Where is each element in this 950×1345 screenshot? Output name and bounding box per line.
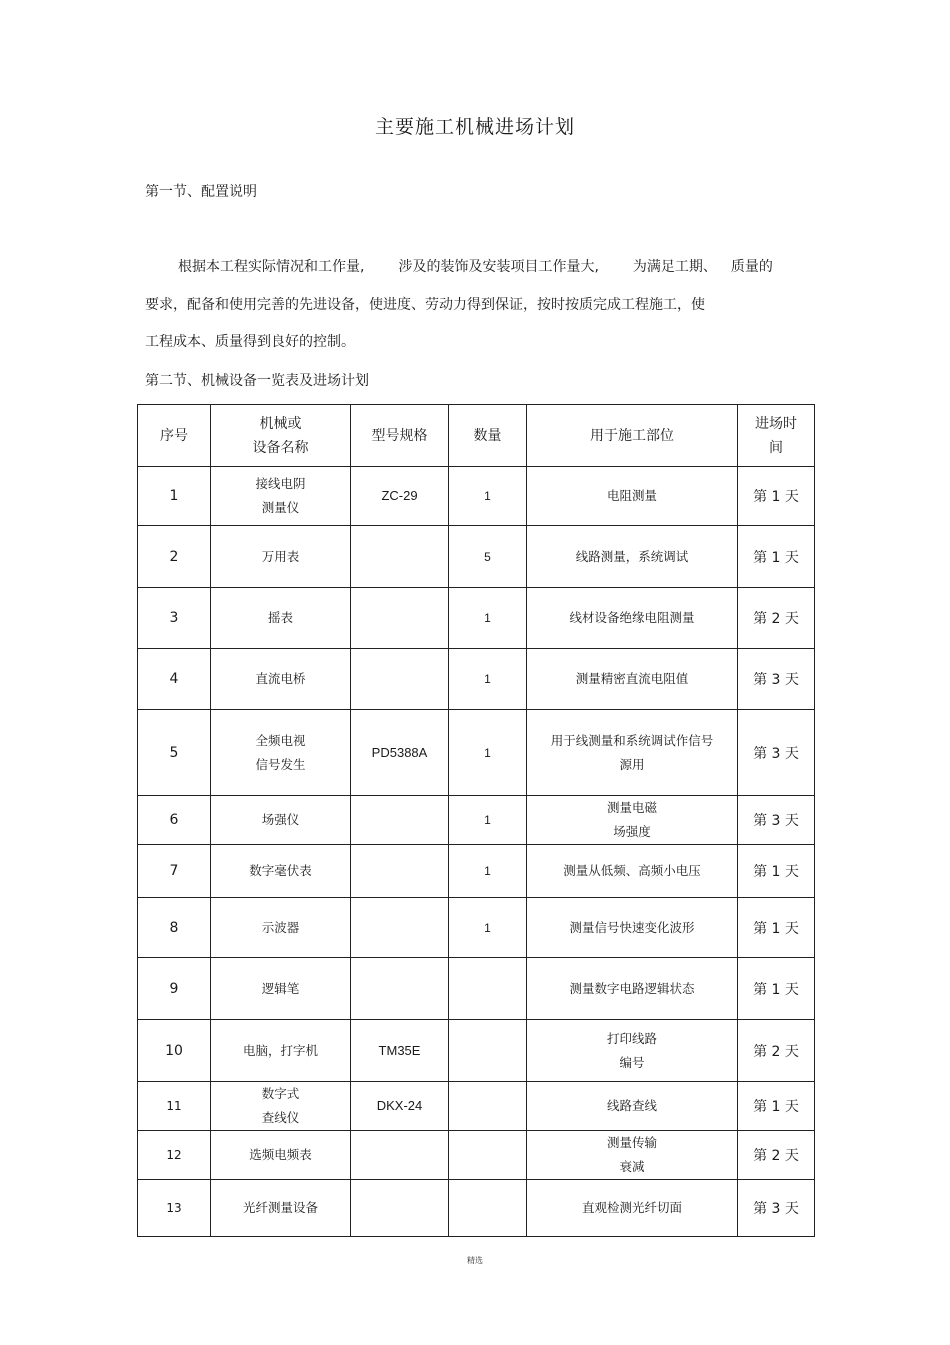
cell-day: 第 1 天 xyxy=(738,467,815,526)
cell-model xyxy=(351,588,449,649)
table-row xyxy=(138,845,815,898)
cell-model: TM35E xyxy=(351,1020,449,1082)
cell-qty xyxy=(449,1082,527,1131)
table-row xyxy=(138,710,815,796)
cell-model xyxy=(351,796,449,845)
section-heading-2: 第二节、机械设备一览表及进场计划 xyxy=(145,373,369,389)
cell-day: 第 2 天 xyxy=(738,588,815,649)
cell-use: 线路查线 xyxy=(527,1082,738,1131)
cell-num: 3 xyxy=(138,588,211,649)
cell-model xyxy=(351,898,449,958)
table-row xyxy=(138,649,815,710)
paragraph-text: 根据本工程实际情况和工作量, xyxy=(178,259,365,275)
cell-num: 13 xyxy=(138,1180,211,1237)
cell-model: ZC-29 xyxy=(351,467,449,526)
cell-day: 第 1 天 xyxy=(738,845,815,898)
cell-qty: 1 xyxy=(449,588,527,649)
cell-model xyxy=(351,526,449,588)
cell-qty: 1 xyxy=(449,710,527,796)
cell-qty: 1 xyxy=(449,845,527,898)
cell-num: 9 xyxy=(138,958,211,1020)
cell-name: 万用表 xyxy=(211,526,351,588)
cell-model xyxy=(351,845,449,898)
cell-qty: 1 xyxy=(449,898,527,958)
cell-day: 第 3 天 xyxy=(738,710,815,796)
cell-model xyxy=(351,1131,449,1180)
cell-use: 测量从低频、高频小电压 xyxy=(527,845,738,898)
header-day: 进场时 间 xyxy=(738,405,815,467)
cell-day: 第 2 天 xyxy=(738,1020,815,1082)
table-row xyxy=(138,796,815,845)
cell-day: 第 3 天 xyxy=(738,1180,815,1237)
cell-name: 光纤测量设备 xyxy=(211,1180,351,1237)
paragraph-line-2: 要求，配备和使用完善的先进设备，使进度、劳动力得到保证，按时按质完成工程施工，使 xyxy=(145,297,705,313)
table-row xyxy=(138,588,815,649)
cell-qty: 1 xyxy=(449,467,527,526)
footer-mark: 精选 xyxy=(467,1256,483,1265)
paragraph-text: 涉及的装饰及安装项目工作量大, xyxy=(398,259,599,275)
table-row xyxy=(138,1020,815,1082)
cell-name: 电脑，打字机 xyxy=(211,1020,351,1082)
cell-use: 线路测量，系统调试 xyxy=(527,526,738,588)
cell-model xyxy=(351,958,449,1020)
table-row xyxy=(138,467,815,526)
table-header-row xyxy=(138,405,815,467)
cell-name: 数字毫伏表 xyxy=(211,845,351,898)
table-row xyxy=(138,526,815,588)
cell-use: 直观检测光纤切面 xyxy=(527,1180,738,1237)
cell-num: 7 xyxy=(138,845,211,898)
header-use: 用于施工部位 xyxy=(527,405,738,467)
cell-day: 第 1 天 xyxy=(738,898,815,958)
table-row xyxy=(138,1180,815,1237)
cell-num: 12 xyxy=(138,1131,211,1180)
cell-num: 5 xyxy=(138,710,211,796)
cell-use: 线材设备绝缘电阻测量 xyxy=(527,588,738,649)
cell-use: 打印线路 编号 xyxy=(527,1020,738,1082)
cell-use: 用于线测量和系统调试作信号 源用 xyxy=(527,710,738,796)
cell-model: PD5388A xyxy=(351,710,449,796)
section-heading-1: 第一节、配置说明 xyxy=(145,184,257,200)
cell-num: 6 xyxy=(138,796,211,845)
cell-name: 示波器 xyxy=(211,898,351,958)
cell-name: 接线电阴 测量仪 xyxy=(211,467,351,526)
header-name: 机械或 设备名称 xyxy=(211,405,351,467)
cell-use: 测量信号快速变化波形 xyxy=(527,898,738,958)
cell-name: 选频电频表 xyxy=(211,1131,351,1180)
cell-name: 场强仪 xyxy=(211,796,351,845)
cell-day: 第 3 天 xyxy=(738,796,815,845)
cell-day: 第 2 天 xyxy=(738,1131,815,1180)
cell-num: 2 xyxy=(138,526,211,588)
paragraph-line-1 xyxy=(178,257,773,277)
cell-qty xyxy=(449,1180,527,1237)
cell-name: 逻辑笔 xyxy=(211,958,351,1020)
table-row xyxy=(138,1131,815,1180)
cell-name: 摇表 xyxy=(211,588,351,649)
paragraph-text: 为满足工期、 xyxy=(632,259,717,275)
cell-day: 第 3 天 xyxy=(738,649,815,710)
cell-model xyxy=(351,649,449,710)
cell-use: 电阻测量 xyxy=(527,467,738,526)
cell-num: 4 xyxy=(138,649,211,710)
table-row xyxy=(138,898,815,958)
cell-qty xyxy=(449,1131,527,1180)
cell-model: DKX-24 xyxy=(351,1082,449,1131)
cell-use: 测量精密直流电阻值 xyxy=(527,649,738,710)
cell-use: 测量数字电路逻辑状态 xyxy=(527,958,738,1020)
cell-day: 第 1 天 xyxy=(738,958,815,1020)
paragraph-text: 质量的 xyxy=(730,259,773,275)
header-num: 序号 xyxy=(138,405,211,467)
cell-num: 11 xyxy=(138,1082,211,1131)
cell-qty: 1 xyxy=(449,649,527,710)
cell-day: 第 1 天 xyxy=(738,1082,815,1131)
cell-name: 全频电视 信号发生 xyxy=(211,710,351,796)
cell-qty: 5 xyxy=(449,526,527,588)
cell-qty xyxy=(449,1020,527,1082)
cell-name: 直流电桥 xyxy=(211,649,351,710)
cell-qty xyxy=(449,958,527,1020)
cell-num: 8 xyxy=(138,898,211,958)
cell-name: 数字式 查线仪 xyxy=(211,1082,351,1131)
cell-qty: 1 xyxy=(449,796,527,845)
paragraph-line-3: 工程成本、质量得到良好的控制。 xyxy=(145,334,355,350)
header-qty: 数量 xyxy=(449,405,527,467)
table-body xyxy=(138,467,815,1237)
cell-model xyxy=(351,1180,449,1237)
table-row xyxy=(138,1082,815,1131)
cell-use: 测量电磁 场强度 xyxy=(527,796,738,845)
cell-num: 1 xyxy=(138,467,211,526)
cell-num: 10 xyxy=(138,1020,211,1082)
cell-day: 第 1 天 xyxy=(738,526,815,588)
equipment-table xyxy=(137,404,815,1237)
document-title: 主要施工机械进场计划 xyxy=(374,116,575,138)
table-row xyxy=(138,958,815,1020)
header-model: 型号规格 xyxy=(351,405,449,467)
cell-use: 测量传输 衰减 xyxy=(527,1131,738,1180)
